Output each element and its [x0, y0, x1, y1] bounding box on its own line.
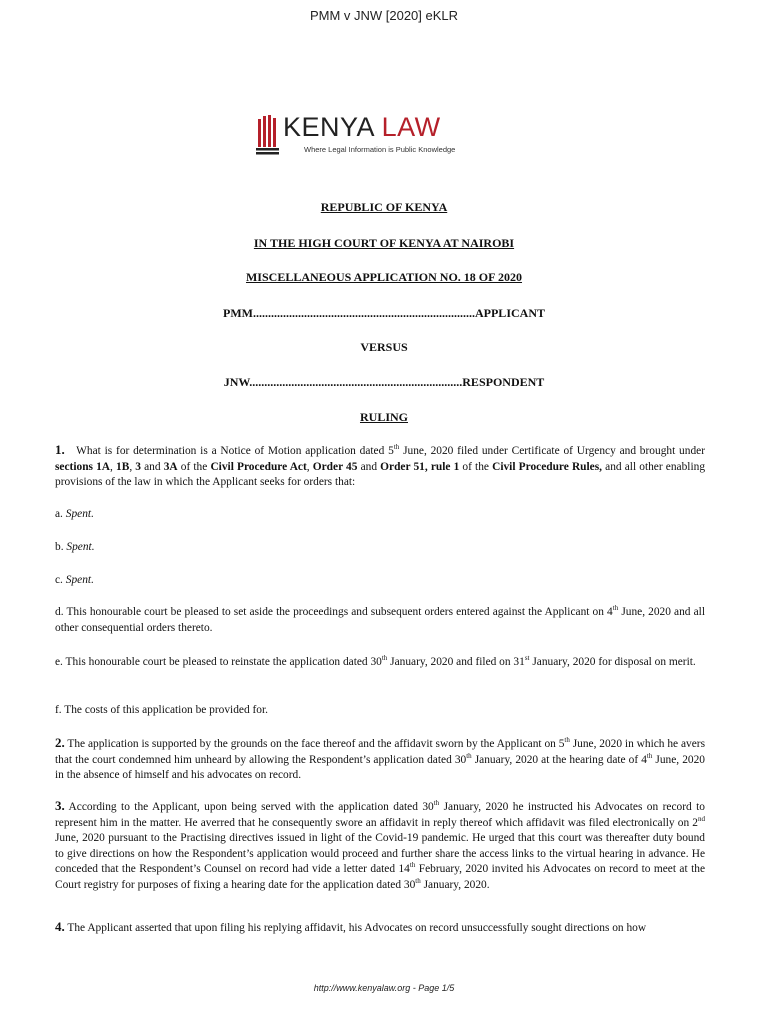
list-item-b: b. Spent.: [55, 541, 95, 553]
list-item-a: a. Spent.: [55, 508, 94, 520]
case-number-heading: MISCELLANEOUS APPLICATION NO. 18 OF 2020: [245, 270, 523, 284]
paragraph-4: 4. The Applicant asserted that upon filing his replying affidavit, his Advocates on record unsuccessfully sought directions on how: [55, 919, 647, 934]
list-item-c: c. Spent.: [55, 574, 94, 586]
list-item-e: e. This honourable court be pleased to reinstate the application dated 30th January, 2020 and filed on 31st January, 2020 for disposal on merit.: [55, 654, 696, 668]
applicant-line: PMM..........................................................................APPLICANT: [223, 306, 545, 320]
respondent-line: JNW.......................................................................RESPONDENT: [223, 375, 545, 389]
logo-tagline: Where Legal Information is Public Knowledge: [304, 145, 456, 154]
list-item-d: d. This honourable court be pleased to set aside the proceedings and subsequent orders entered against the Applicant on 4th June, 2020 and all other consequential orders thereto.: [55, 604, 705, 634]
pillars-icon: [256, 115, 282, 157]
logo-wordmark: KENYA LAW: [283, 112, 441, 142]
running-header: PMM v JNW [2020] eKLR: [309, 8, 459, 23]
paragraph-3: 3. According to the Applicant, upon being served with the application dated 30th January, 2020 he instructed his Advocates on record to represent him in the matter. He averred that he consequently swore an affidavit in reply thereof which affidavit was filed electronically on 2nd June, 2020 pursuant to the Practising directives issued in light of the Covid-19 pandemic. He urged that this court was thereafter duty bound to give directions on how the Respondent’s application would proceed and further share the access links to the virtual hearing in advance. He conceded that the Respondent’s Counsel on record had vide a letter dated 14th February, 2020 invited his Advocates on record to meet at the Court registry for purposes of fixing a hearing date for the application dated 30th January, 2020.: [55, 798, 705, 891]
versus-heading: VERSUS: [360, 340, 408, 354]
court-heading: IN THE HIGH COURT OF KENYA AT NAIROBI: [253, 236, 515, 250]
kenya-law-logo: [256, 112, 466, 157]
ruling-heading: RULING: [359, 410, 408, 424]
page-footer: http://www.kenyalaw.org - Page 1/5: [313, 983, 455, 993]
paragraph-1: 1. What is for determination is a Notice of Motion application dated 5th June, 2020 filed under Certificate of Urgency and brought under sections 1A, 1B, 3 and 3A of the Civil Procedure Act, Order 45 and Order 51, rule 1 of the Civil Procedure Rules, and all other enabling provisions of the law in which the Applicant seeks for orders that:: [55, 442, 706, 488]
paragraph-2: 2. The application is supported by the grounds on the face thereof and the affidavit sworn by the Applicant on 5th June, 2020 in which he avers that the court condemned him unheard by allowing the Respondent’s application dated 30th January, 2020 at the hearing date of 4th June, 2020 in the absence of himself and his advocates on record.: [55, 735, 705, 781]
list-item-f: f. The costs of this application be provided for.: [55, 704, 269, 716]
republic-heading: REPUBLIC OF KENYA: [320, 200, 448, 214]
